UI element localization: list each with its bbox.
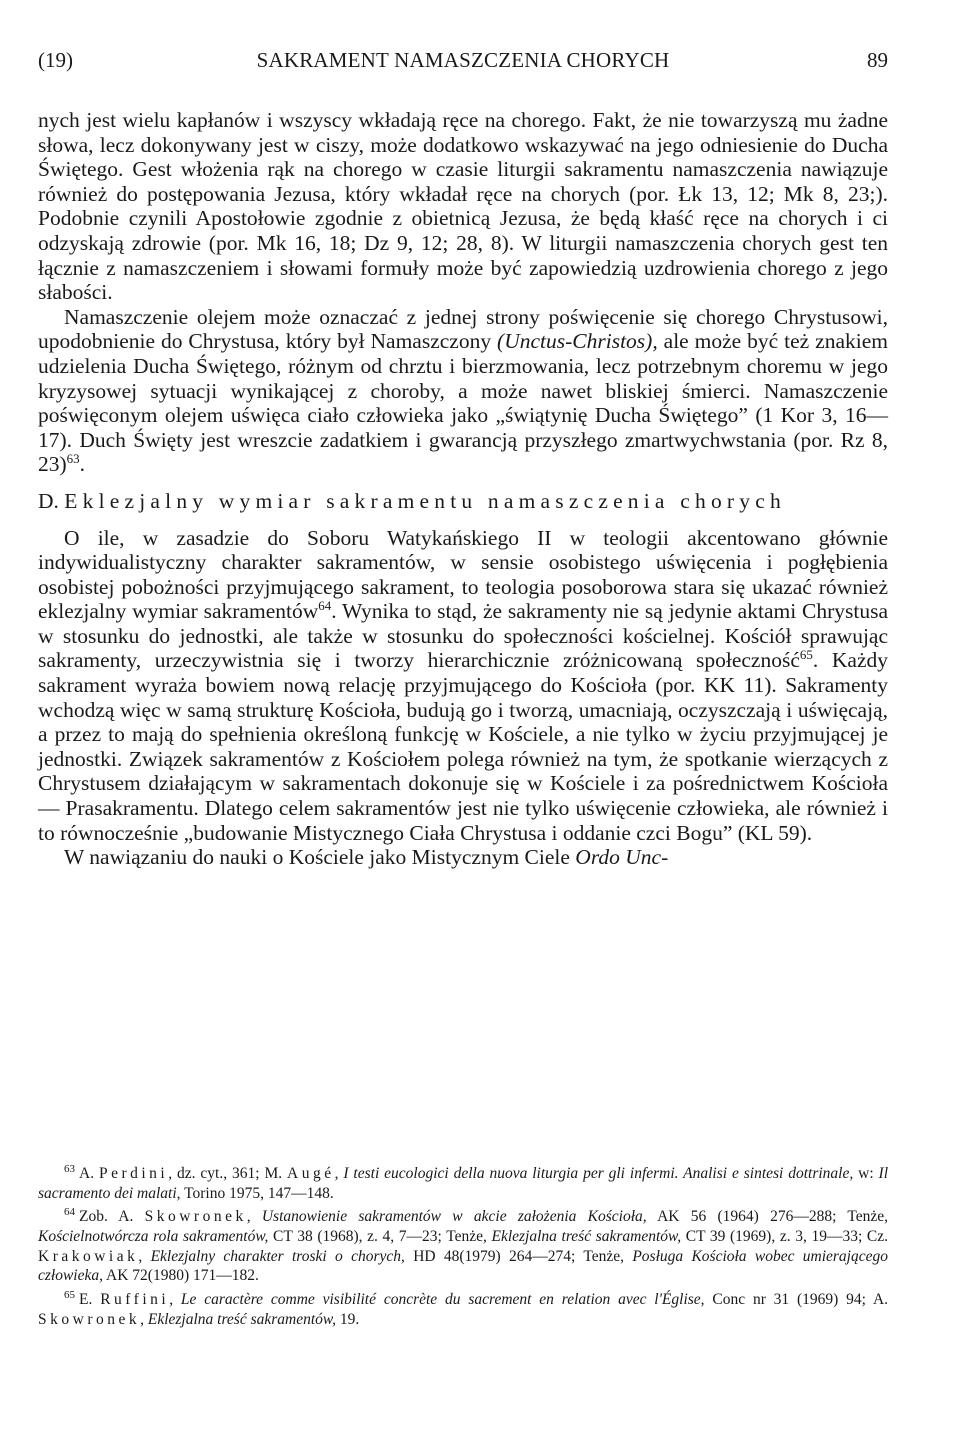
running-header bbox=[38, 48, 888, 78]
fn-text: , bbox=[334, 1165, 344, 1183]
main-text bbox=[38, 108, 888, 870]
footnote-ref-63[interactable]: 63 bbox=[66, 451, 80, 467]
section-heading bbox=[38, 489, 888, 514]
fn-title: Eklezjalna treść sakramentów, bbox=[491, 1228, 682, 1246]
footnote-ref-65[interactable]: 65 bbox=[799, 647, 813, 663]
footnote-64 bbox=[38, 1203, 888, 1286]
fn-author: Augé bbox=[287, 1165, 335, 1183]
fn-text: E. bbox=[79, 1291, 101, 1309]
paragraph-3-text-c: . Każdy sakrament wyraża bowiem nową relację przyjmującego do Kościoła (por. KK 11). Sakramenty wchodzą więc w samą strukturę Kościoła, budują go i tworzą, umacniają, oczyszczają i uświęcają, a przez to mają do spełnienia określoną funkcję w Kościele, a nie tylko w życiu przyjmującej je jednostki. Związek sakramentów z Kościołem polega również na tym, że spotkanie wierzących z Chrystusem działającym w sakramentach dokonuje się w Kościele i za pośrednictwem Kościoła — Prasakramentu. Dlatego celem sakramentów jest nie tylko uświęcenie człowieka, ale również i to równocześnie „budowanie Mistycznego Ciała Chrystusa i oddanie czci Bogu” (KL 59). bbox=[38, 648, 888, 845]
footnote-ref-64[interactable]: 64 bbox=[318, 598, 332, 614]
footnote-65 bbox=[38, 1286, 888, 1329]
fn-author: Skowronek bbox=[38, 1310, 141, 1328]
paragraph-4 bbox=[38, 845, 888, 870]
paragraph-1: nych jest wielu kapłanów i wszyscy wkładają ręce na chorego. Fakt, że nie towarzyszą mu żadne słowa, lecz dokonywany jest w ciszy, może dodatkowo wskazywać na jego odniesienie do Ducha Świętego. Gest włożenia rąk na chorego w czasie liturgii sakramentu namaszczenia nawiązuje również do postępowania Jezusa, który wkładał ręce na chorych (por. Łk 13, 12; Mk 8, 23;). Podobnie czynili Apostołowie zgodnie z obietnicą Jezusa, że będą kłaść ręce na chorych i ci odzyskają zdrowie (por. Mk 16, 18; Dz 9, 12; 28, 8). W liturgii namaszczenia chorych gest ten łącznie z namaszczeniem i słowami formuły może być zapowiedzią uzdrowienia chorego z jego słabości. bbox=[38, 108, 888, 305]
fn-text: , bbox=[140, 1310, 148, 1328]
fn-text: , bbox=[246, 1208, 262, 1226]
fn-text: Torino 1975, 147—148. bbox=[180, 1184, 334, 1202]
page-number: 89 bbox=[867, 48, 888, 72]
paragraph-2-text-a: Namaszczenie olejem może oznaczać z jednej strony poświęcenie się chorego Chrystusowi, upodobnienie do Chrystusa, który był Namaszczony bbox=[38, 304, 888, 354]
fn-text: Zob. A. bbox=[79, 1208, 145, 1226]
fn-author: Krakowiak bbox=[38, 1247, 139, 1265]
fn-text: 19. bbox=[335, 1310, 360, 1328]
fn-text: , bbox=[138, 1247, 151, 1265]
fn-title: Kościelnotwórcza rola sakramentów, bbox=[38, 1228, 269, 1246]
fn-text: CT 39 (1969), z. 3, 19—33; Cz. bbox=[681, 1228, 889, 1246]
fn-text: AK 56 (1964) 276—288; Tenże, bbox=[646, 1208, 889, 1226]
fn-title: Posługa Kościoła wobec umierającego człowieka, bbox=[38, 1247, 888, 1285]
paragraph-2 bbox=[38, 305, 888, 477]
fn-text: Conc nr 31 (1969) 94; A. bbox=[704, 1291, 889, 1309]
paragraph-3 bbox=[38, 526, 888, 846]
fn-title: Ustanowienie sakramentów w akcie założenia Kościoła, bbox=[261, 1208, 647, 1226]
fn-text: A. bbox=[79, 1165, 99, 1183]
fn-title: Il sacramento dei malati, bbox=[38, 1165, 889, 1202]
fn-author: Ruffini bbox=[100, 1291, 170, 1309]
fn-text: , dz. cyt., 361; M. bbox=[168, 1165, 287, 1183]
fn-author: Skowronek bbox=[144, 1208, 247, 1226]
fn-text: CT 38 (1968), z. 4, 7—23; Tenże, bbox=[268, 1228, 492, 1246]
fn-author: Perdini bbox=[98, 1165, 169, 1183]
fn-text: , bbox=[169, 1291, 181, 1309]
fn-title: Eklezjalna treść sakramentów, bbox=[147, 1310, 336, 1328]
footnote-number: 65 bbox=[64, 1288, 75, 1301]
paragraph-2-italic: (Unctus-Christos), bbox=[497, 329, 658, 354]
chapter-number: (19) bbox=[38, 48, 73, 72]
footnotes bbox=[38, 1160, 888, 1329]
fn-text: AK 72(1980) 171—182. bbox=[103, 1267, 259, 1285]
footnote-number: 63 bbox=[64, 1163, 75, 1175]
paragraph-4-text: W nawiązaniu do nauki o Kościele jako Mistycznym Ciele bbox=[64, 845, 576, 870]
paragraph-4-italic: Ordo Unc- bbox=[575, 845, 669, 870]
footnote-63 bbox=[38, 1160, 888, 1203]
fn-title: I testi eucologici della nuova liturgia per gli infermi. Analisi e sintesi dottrinale, bbox=[343, 1165, 854, 1183]
fn-title: Le caractère comme visibilité concrète du sacrement en relation avec l'Église, bbox=[180, 1291, 705, 1309]
paragraph-2-text-b: ale może być też znakiem udzielenia Ducha Świętego, różnym od chrztu i bierzmowania, lecz potrzebnym choremu w jego kryzysowej sytuacji wynikającej z choroby, a może nawet bliskiej śmierci. Namaszczenie poświęconym olejem uświęca ciało człowieka jako „świątynię Ducha Świętego” (1 Kor 3, 16—17). Duch Święty jest wreszcie zadatkiem i gwarancją przyszłego zmartwychwstania (por. Rz 8, 23) bbox=[38, 329, 888, 477]
fn-text: HD 48(1979) 264—274; Tenże, bbox=[404, 1247, 633, 1265]
footnote-number: 64 bbox=[64, 1206, 75, 1219]
section-letter: D. bbox=[38, 488, 59, 513]
paragraph-2-end: . bbox=[79, 452, 86, 477]
paragraph-3-text-a: O ile, w zasadzie do Soboru Watykańskiego II w teologii akcentowano głównie indywidualistyczny charakter sakramentów, w sensie osobistego uświęcenia i pogłębienia osobistej pobożności przyjmującego sakrament, to teologia posoborowa stara się ukazać również eklezjalny wymiar sakramentów bbox=[38, 525, 888, 624]
fn-title: Eklezjalny charakter troski o chorych, bbox=[150, 1247, 405, 1265]
running-title: SAKRAMENT NAMASZCZENIA CHORYCH bbox=[256, 48, 670, 72]
paragraph-3-text-b: . Wynika to stąd, że sakramenty nie są jedynie aktami Chrystusa w stosunku do jednostki, ale także w stosunku do społeczności kościelnej. Kościół sprawując sakramenty, urzeczywistnia się i tworzy hierarchicznie zróżnicowaną społeczność bbox=[38, 599, 888, 673]
fn-text: w: bbox=[853, 1165, 879, 1183]
section-title: Eklezjalny wymiar sakramentu namaszczenia chorych bbox=[64, 488, 786, 513]
